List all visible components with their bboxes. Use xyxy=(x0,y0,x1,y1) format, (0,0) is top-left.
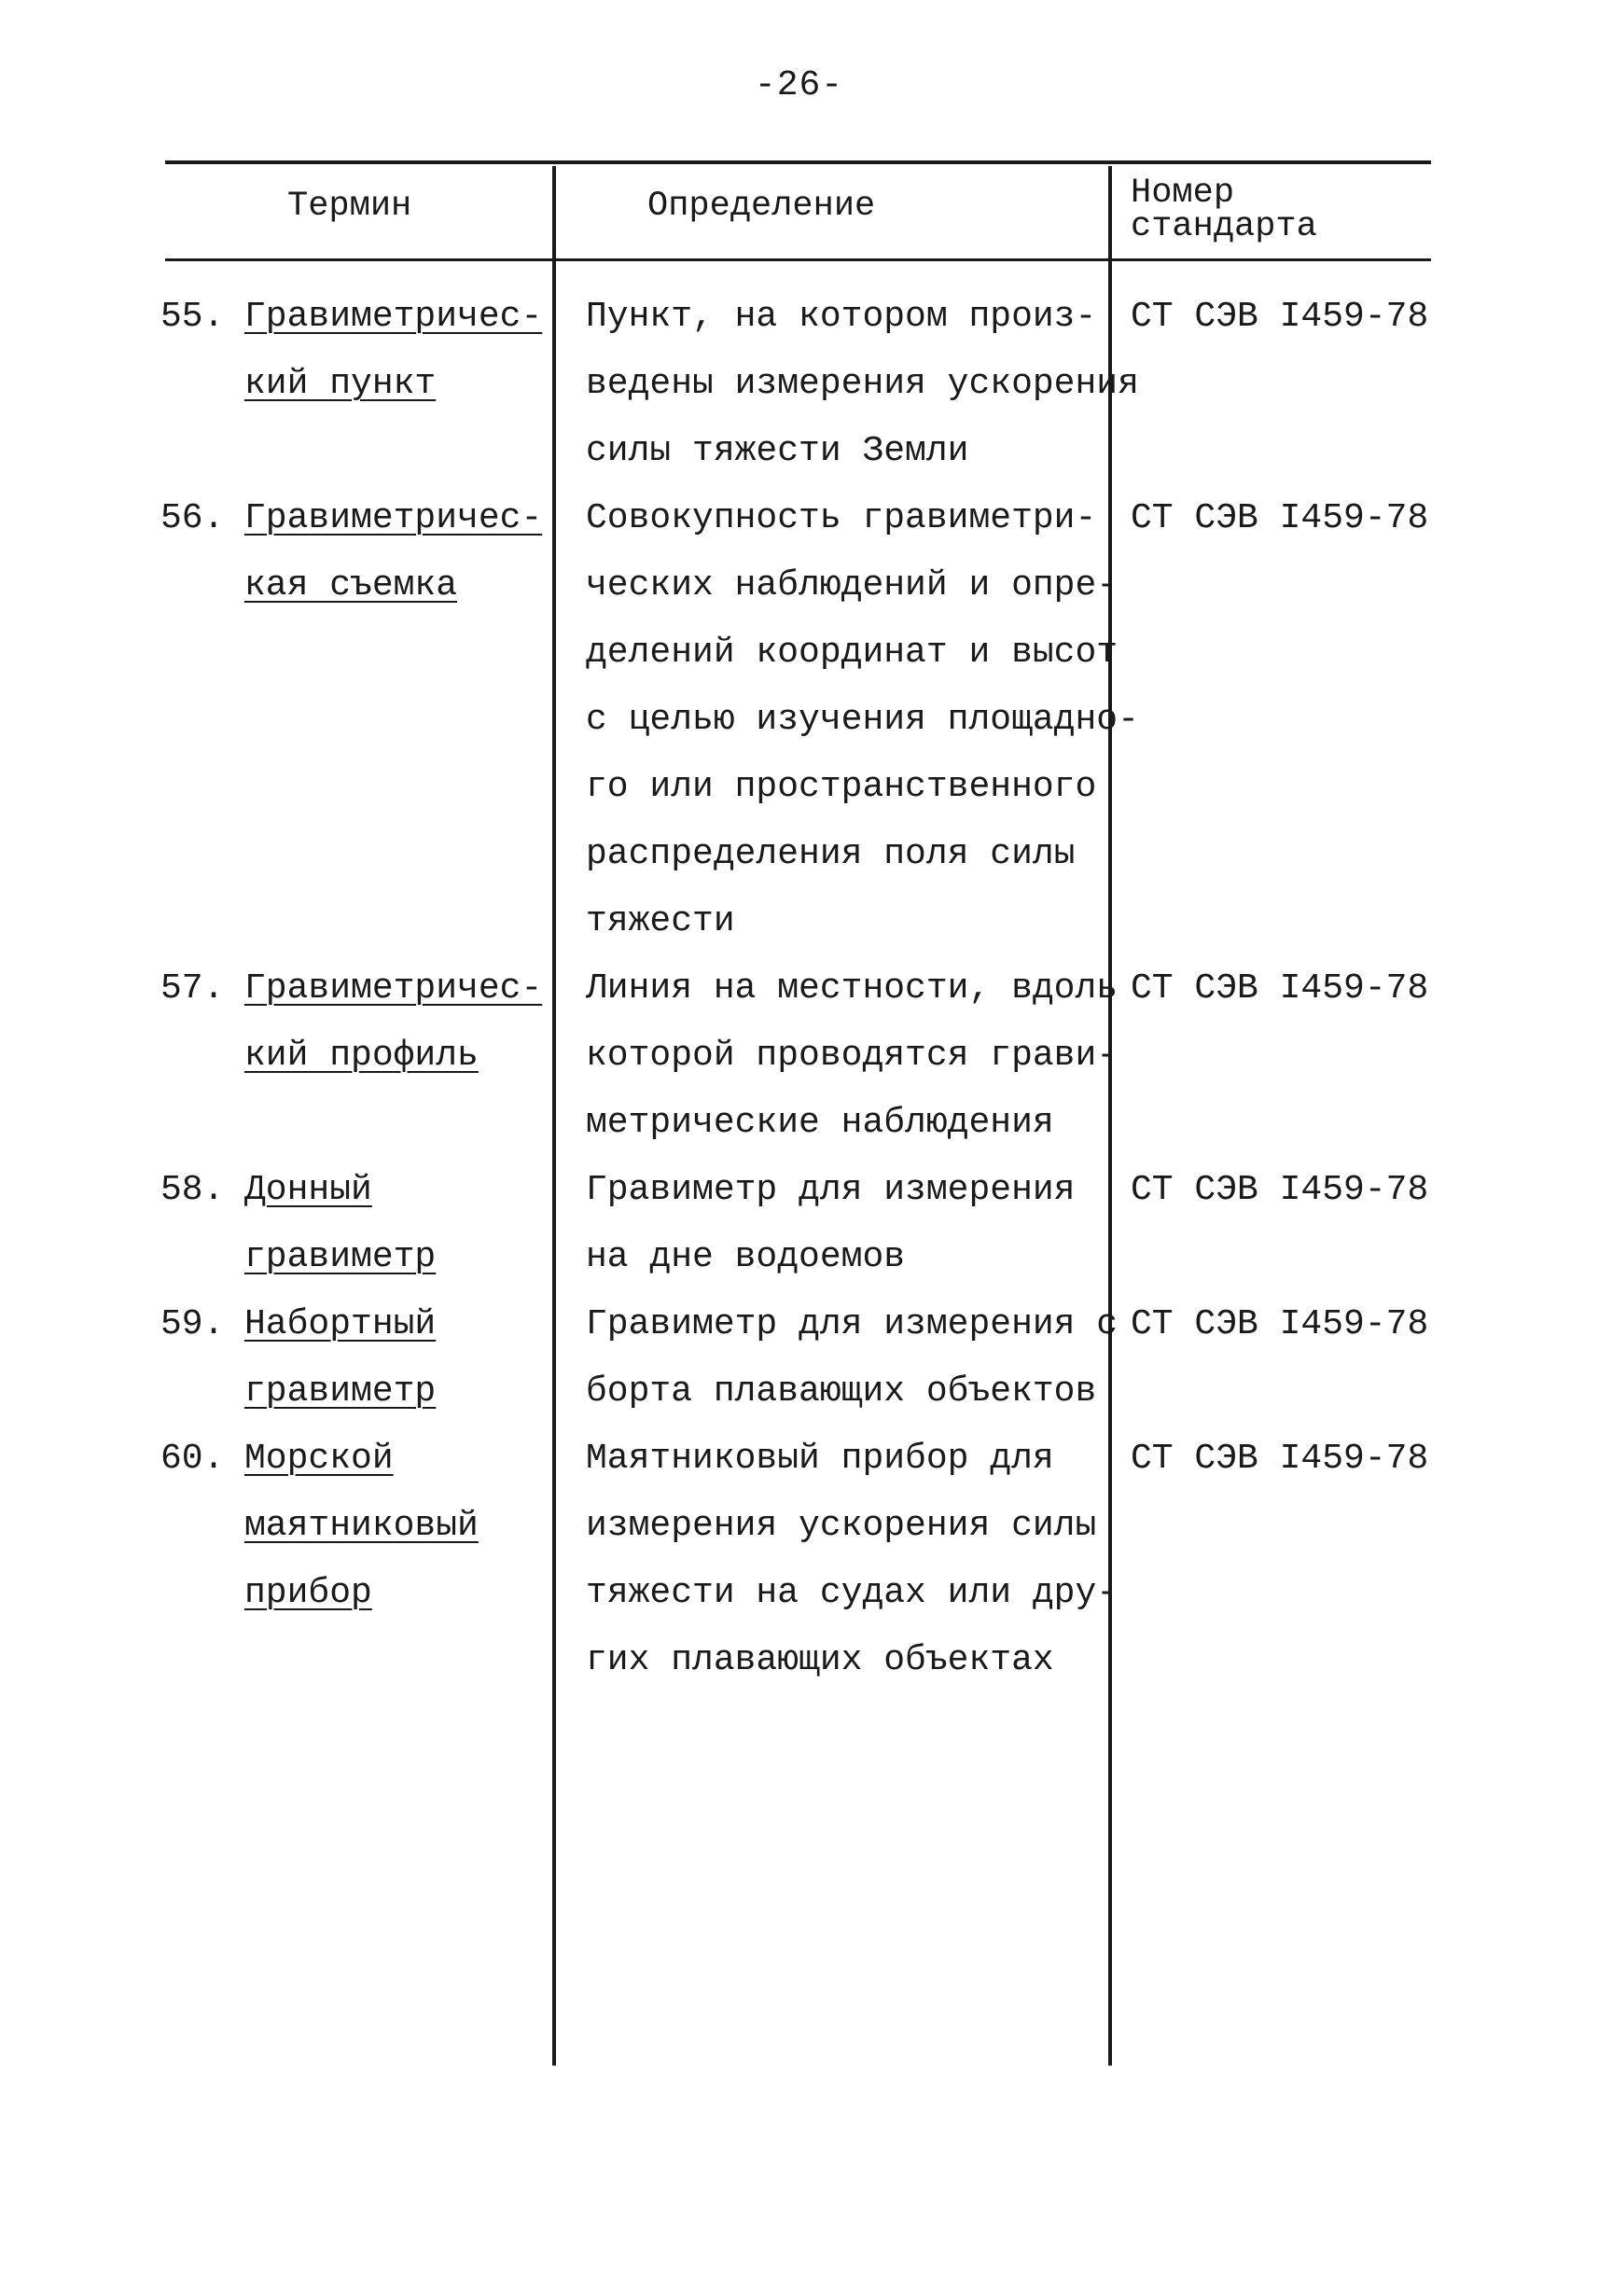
standard-number: СТ СЭВ I459-78 xyxy=(1131,1304,1429,1344)
definition-text: Совокупность гравиметри- xyxy=(586,498,1097,538)
standard-number: СТ СЭВ I459-78 xyxy=(1131,297,1429,337)
definition-text: которой проводятся грави- xyxy=(586,1036,1119,1076)
definition-text: силы тяжести Земли xyxy=(586,431,969,471)
table-top-rule xyxy=(165,160,1431,164)
definition-text: гих плавающих объектах xyxy=(586,1640,1054,1680)
definition-text: Гравиметр для измерения xyxy=(586,1170,1076,1210)
term-text: Донный xyxy=(244,1170,372,1210)
term-text: Гравиметричес- xyxy=(244,498,543,538)
standard-number: СТ СЭВ I459-78 xyxy=(1131,968,1429,1009)
definition-text: Пункт, на котором произ- xyxy=(586,297,1097,337)
row-number: 59. xyxy=(160,1304,225,1344)
term-text: гравиметр xyxy=(244,1237,437,1277)
definition-text: ведены измерения ускорения xyxy=(586,364,1139,404)
definition-text: метрические наблюдения xyxy=(586,1103,1054,1143)
term-text: кий пункт xyxy=(244,364,437,404)
column-divider-2 xyxy=(1108,166,1112,2066)
definition-text: борта плавающих объектов xyxy=(586,1371,1097,1412)
row-number: 57. xyxy=(160,968,225,1009)
definition-text: измерения ускорения силы xyxy=(586,1506,1097,1546)
row-number: 58. xyxy=(160,1170,225,1210)
definition-text: Линия на местности, вдоль xyxy=(586,968,1119,1009)
standard-number: СТ СЭВ I459-78 xyxy=(1131,498,1429,538)
column-divider-1 xyxy=(552,166,556,2066)
term-text: Гравиметричес- xyxy=(244,968,543,1009)
term-text: кий профиль xyxy=(244,1036,479,1076)
definition-text: делений координат и высот xyxy=(586,633,1119,673)
definition-text: распределения поля силы xyxy=(586,834,1076,874)
header-standard-line2: стандарта xyxy=(1131,207,1317,246)
term-text: прибор xyxy=(244,1573,372,1613)
definition-text: тяжести на судах или дру- xyxy=(586,1573,1119,1613)
term-text: Морской xyxy=(244,1439,394,1479)
header-standard-line1: Номер xyxy=(1131,174,1235,213)
term-text: гравиметр xyxy=(244,1371,437,1412)
header-definition: Определение xyxy=(647,187,876,226)
row-number: 55. xyxy=(160,297,225,337)
definition-text: Маятниковый прибор для xyxy=(586,1439,1054,1479)
term-text: Набортный xyxy=(244,1304,437,1344)
definition-text: ческих наблюдений и опре- xyxy=(586,565,1119,605)
standard-number: СТ СЭВ I459-78 xyxy=(1131,1439,1429,1479)
standard-number: СТ СЭВ I459-78 xyxy=(1131,1170,1429,1210)
header-term: Термин xyxy=(287,187,412,226)
term-text: Гравиметричес- xyxy=(244,297,543,337)
table-header-rule xyxy=(165,258,1431,261)
definition-text: тяжести xyxy=(586,901,735,941)
definition-text: на дне водоемов xyxy=(586,1237,906,1277)
term-text: маятниковый xyxy=(244,1506,479,1546)
definition-text: го или пространственного xyxy=(586,767,1097,807)
definition-text: с целью изучения площадно- xyxy=(586,700,1139,740)
row-number: 56. xyxy=(160,498,225,538)
page-number: -26- xyxy=(754,65,844,105)
term-text: кая съемка xyxy=(244,565,458,605)
row-number: 60. xyxy=(160,1439,225,1479)
definition-text: Гравиметр для измерения с xyxy=(586,1304,1119,1344)
